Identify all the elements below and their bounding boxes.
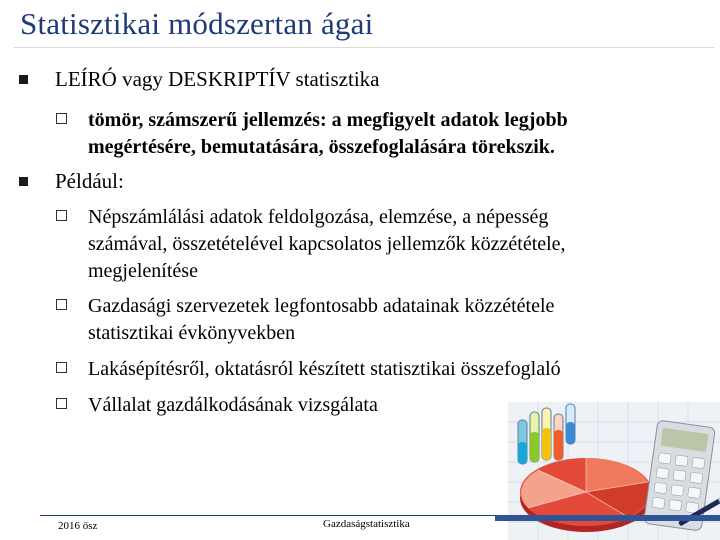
sub-bullet-line: Gazdasági szervezetek legfontosabb adatainak közzététele: [88, 295, 555, 317]
sub-bullet-census: [88, 204, 678, 285]
footer-accent-bar: [495, 515, 720, 521]
sub-bullet-housing: [88, 356, 678, 383]
bullet-descriptive-statistics: [55, 66, 675, 93]
sub-bullet-line: tömör, számszerű jellemzés: a megfigyelt adatok legjobb: [88, 109, 568, 131]
hollow-square-bullet-icon: [56, 210, 67, 221]
sub-bullet-line: statisztikai évkönyvekben: [88, 322, 296, 344]
hollow-square-bullet-icon: [56, 113, 67, 124]
sub-bullet-definition: [88, 107, 678, 161]
footer-course-name: Gazdaságstatisztika: [323, 518, 410, 530]
bullet-examples: [55, 168, 675, 195]
slide-title: Statisztikai módszertan ágai: [20, 6, 374, 41]
sub-bullet-line: megjelenítése: [88, 260, 198, 282]
footer-divider: [40, 515, 510, 516]
square-bullet-icon: [19, 177, 28, 186]
title-divider: [14, 47, 714, 48]
hollow-square-bullet-icon: [56, 398, 67, 409]
square-bullet-icon: [19, 75, 28, 84]
bullet-label: LEÍRÓ vagy DESKRIPTÍV statisztika: [55, 67, 380, 91]
sub-bullet-line: Lakásépítésről, oktatásról készített statisztikai összefoglaló: [88, 358, 561, 380]
sub-bullet-line: Vállalat gazdálkodásának vizsgálata: [88, 394, 378, 416]
sub-bullet-line: megértésére, bemutatására, összefoglalására törekszik.: [88, 136, 555, 158]
footer-date: 2016 ősz: [58, 520, 98, 532]
hollow-square-bullet-icon: [56, 362, 67, 373]
sub-bullet-yearbooks: [88, 293, 678, 347]
bullet-label: Például:: [55, 169, 124, 193]
sub-bullet-line: Népszámlálási adatok feldolgozása, elemzése, a népesség: [88, 206, 549, 228]
hollow-square-bullet-icon: [56, 299, 67, 310]
sub-bullet-line: számával, összetételével kapcsolatos jellemzők közzététele,: [88, 233, 566, 255]
